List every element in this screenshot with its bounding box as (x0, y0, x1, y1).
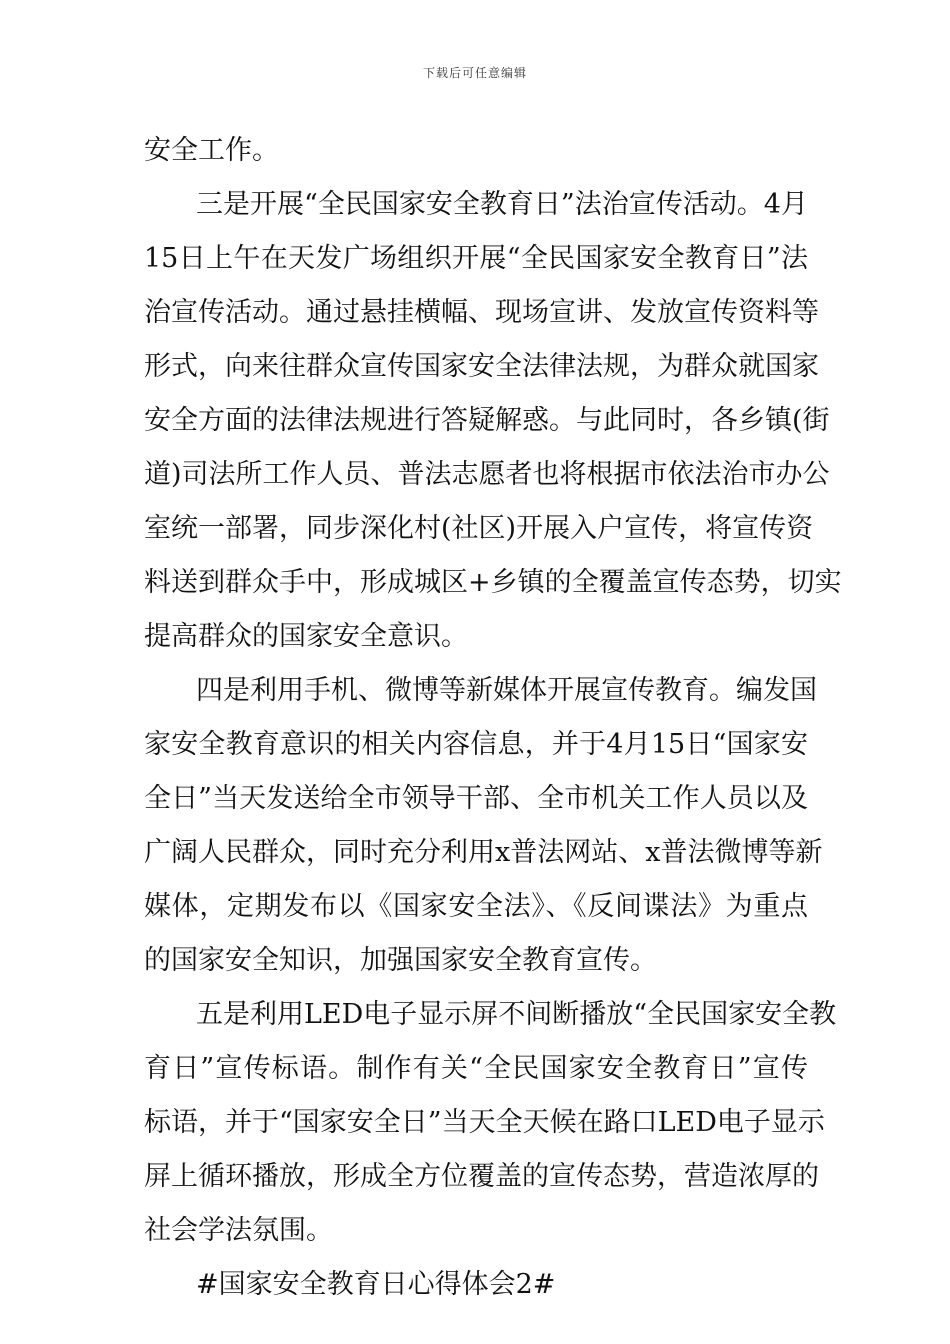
text-line: 15日上午在天发广场组织开展“全民国家安全教育日”法 (144, 243, 808, 274)
text-line: 社会学法氛围。 (144, 1215, 333, 1246)
text-line: 媒体，定期发布以《国家安全法》、《反间谍法》为重点 (144, 891, 808, 922)
text-line: 屏上循环播放，形成全方位覆盖的宣传态势，营造浓厚的 (144, 1161, 819, 1192)
page-header-note: 下载后可任意编辑 (422, 66, 527, 80)
text-line: 提高群众的国家安全意识。 (144, 621, 468, 652)
section-heading: #国家安全教育日心得体会2# (196, 1269, 556, 1300)
text-line: 室统一部署，同步深化村(社区)开展入户宣传，将宣传资 (144, 513, 814, 544)
text-line: 广阔人民群众，同时充分利用x普法网站、x普法微博等新 (144, 837, 823, 868)
text-line: 治宣传活动。通过悬挂横幅、现场宣讲、发放宣传资料等 (144, 297, 819, 328)
text-line: 料送到群众手中，形成城区+乡镇的全覆盖宣传态势，切实 (144, 567, 842, 598)
text-line: 家安全教育意识的相关内容信息，并于4月15日“国家安 (144, 729, 808, 760)
document-body (144, 124, 842, 1312)
text-line: 标语，并于“国家安全日”当天全天候在路口LED电子显示 (144, 1107, 825, 1138)
paragraph-first-line: 三是开展“全民国家安全教育日”法治宣传活动。4月 (196, 189, 808, 220)
text-line: 形式，向来往群众宣传国家安全法律法规，为群众就国家 (144, 351, 819, 382)
text-line: 安全方面的法律法规进行答疑解惑。与此同时，各乡镇(街 (144, 405, 830, 436)
text-line: 全日”当天发送给全市领导干部、全市机关工作人员以及 (144, 783, 808, 814)
text-line: 育日”宣传标语。制作有关“全民国家安全教育日”宣传 (144, 1053, 808, 1084)
paragraph-first-line: 四是利用手机、微博等新媒体开展宣传教育。编发国 (196, 675, 817, 706)
text-line: 安全工作。 (144, 135, 279, 166)
text-line: 的国家安全知识，加强国家安全教育宣传。 (144, 945, 657, 976)
text-line: 道)司法所工作人员、普法志愿者也将根据市依法治市办公 (144, 459, 830, 490)
paragraph-first-line: 五是利用LED电子显示屏不间断播放“全民国家安全教 (196, 999, 837, 1030)
